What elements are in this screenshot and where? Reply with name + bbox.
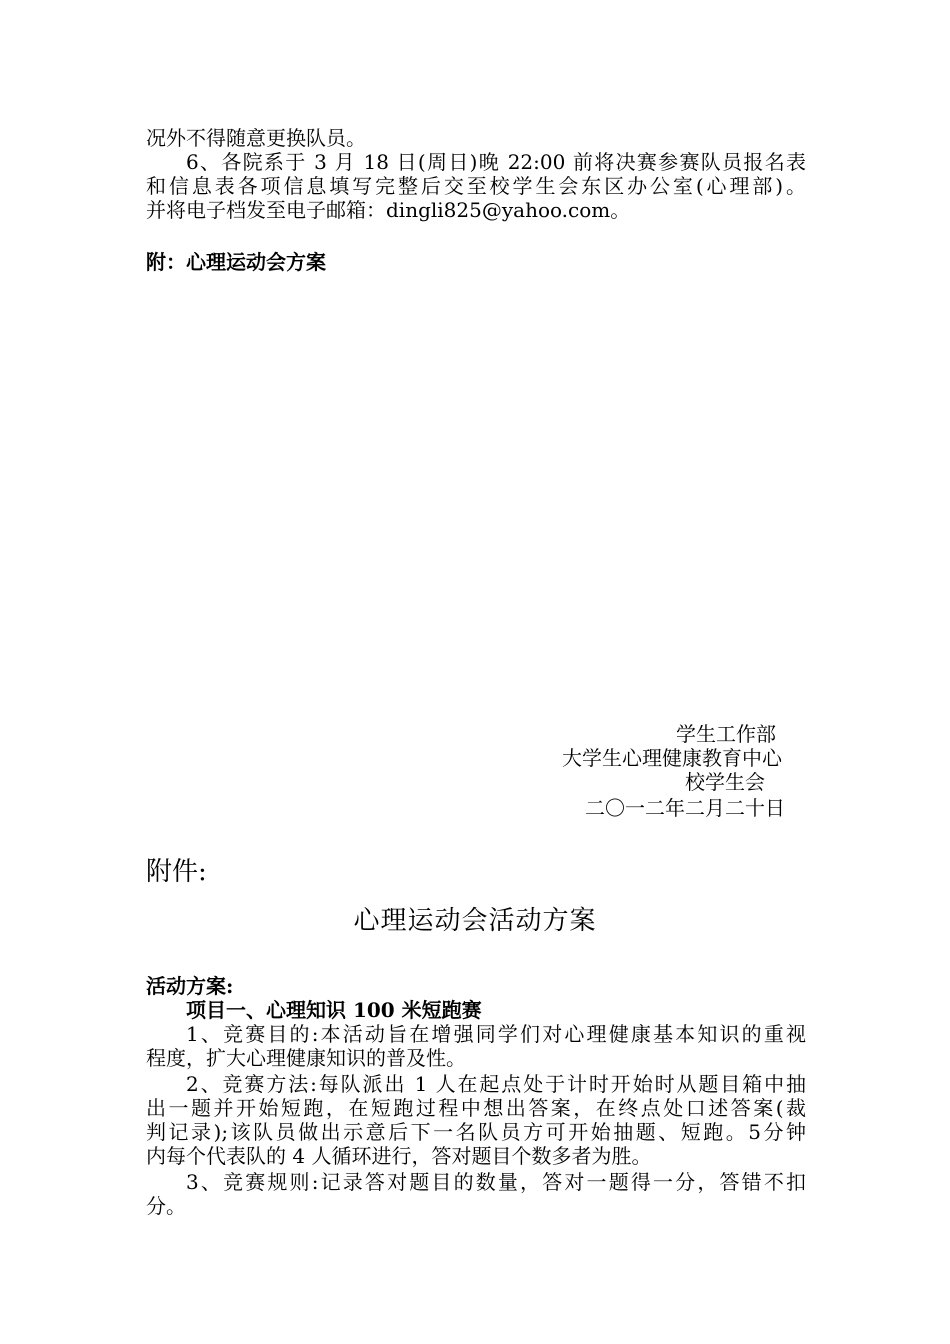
notice-line-3: 和信息表各项信息填写完整后交至校学生会东区办公室(心理部)。	[146, 174, 806, 198]
signature-date: 二〇一二年二月二十日	[585, 796, 785, 820]
notice-line-2: 6、各院系于 3 月 18 日(周日)晚 22:00 前将决赛参赛队员报名表	[186, 150, 806, 174]
notice-line-1: 况外不得随意更换队员。	[146, 126, 366, 150]
annex-label: 附件:	[146, 857, 207, 887]
body-line-7: 3、竞赛规则:记录答对题目的数量，答对一题得一分，答错不扣	[186, 1170, 806, 1194]
body-line-3: 2、竞赛方法:每队派出 1 人在起点处于计时开始时从题目箱中抽	[186, 1072, 806, 1096]
signature-org-student-affairs: 学生工作部	[676, 722, 776, 746]
signature-org-mental-health-center: 大学生心理健康教育中心	[562, 746, 782, 770]
notice-line-4: 并将电子档发至电子邮箱：dingli825@yahoo.com。	[146, 198, 631, 222]
attachment-note: 附：心理运动会方案	[146, 250, 326, 274]
annex-title: 心理运动会活动方案	[353, 906, 597, 936]
signature-org-student-union: 校学生会	[685, 770, 765, 794]
body-line-6: 内每个代表队的 4 人循环进行，答对题目个数多者为胜。	[146, 1144, 652, 1168]
body-line-8: 分。	[146, 1194, 186, 1218]
section-heading: 活动方案:	[146, 974, 234, 998]
item-heading: 项目一、心理知识 100 米短跑赛	[186, 998, 482, 1022]
body-line-1: 1、竞赛目的:本活动旨在增强同学们对心理健康基本知识的重视	[186, 1022, 806, 1046]
body-line-5: 判记录);该队员做出示意后下一名队员方可开始抽题、短跑。5分钟	[146, 1120, 806, 1144]
body-line-4: 出一题并开始短跑，在短跑过程中想出答案，在终点处口述答案(裁	[146, 1096, 806, 1120]
body-line-2: 程度，扩大心理健康知识的普及性。	[146, 1046, 466, 1070]
